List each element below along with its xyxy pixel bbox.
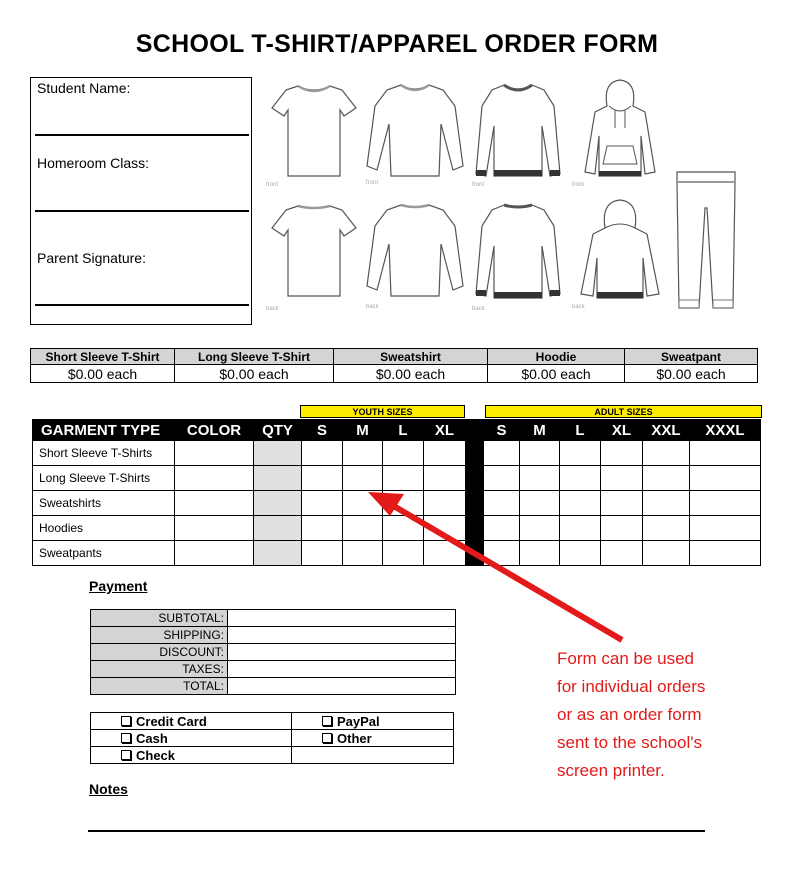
payment-amount-field[interactable] (228, 627, 456, 644)
adult-size-header: M (520, 420, 560, 441)
youth-l-cell[interactable] (383, 466, 424, 491)
annotation-line: screen printer. (557, 761, 665, 780)
adult-s-cell[interactable] (484, 491, 520, 516)
adult-l-cell[interactable] (560, 541, 601, 566)
qty-header: QTY (254, 420, 302, 441)
garment-type-cell: Sweatshirts (33, 491, 175, 516)
column-separator (466, 516, 484, 541)
price-value-cell[interactable]: $0.00 each (175, 365, 334, 383)
checkbox-icon[interactable] (322, 716, 332, 726)
table-row (33, 441, 761, 466)
youth-m-cell[interactable] (343, 541, 383, 566)
payment-line-label: SUBTOTAL: (91, 610, 228, 627)
adult-m-cell[interactable] (520, 466, 560, 491)
price-value-cell[interactable]: $0.00 each (31, 365, 175, 383)
adult-xxxl-cell[interactable] (690, 541, 761, 566)
color-cell[interactable] (175, 441, 254, 466)
other-label: Other (337, 730, 372, 746)
table-row (33, 516, 761, 541)
front-caption: front (366, 180, 379, 186)
annotation-note (557, 645, 787, 785)
price-header-row (31, 349, 758, 365)
payment-row (91, 610, 456, 627)
adult-xxl-cell[interactable] (643, 466, 690, 491)
youth-m-cell[interactable] (343, 516, 383, 541)
payment-method-row (91, 747, 454, 764)
youth-xl-cell[interactable] (424, 441, 466, 466)
garment-type-cell: Sweatpants (33, 541, 175, 566)
checkbox-icon[interactable] (121, 716, 131, 726)
qty-cell[interactable] (254, 466, 302, 491)
adult-xxxl-cell[interactable] (690, 516, 761, 541)
youth-size-header: L (383, 420, 424, 441)
youth-size-header: M (343, 420, 383, 441)
long-sleeve-tshirt-back-image (365, 200, 465, 300)
check-option[interactable] (91, 747, 292, 764)
garment-type-header: GARMENT TYPE (33, 420, 175, 441)
adult-xxxl-cell[interactable] (690, 491, 761, 516)
youth-l-cell[interactable] (383, 516, 424, 541)
checkbox-icon[interactable] (322, 733, 332, 743)
payment-row (91, 644, 456, 661)
payment-line-label: TOTAL: (91, 678, 228, 695)
column-separator (466, 491, 484, 516)
payment-line-label: DISCOUNT: (91, 644, 228, 661)
cash-label: Cash (136, 730, 168, 746)
annotation-line: for individual orders (557, 677, 706, 696)
qty-cell[interactable] (254, 516, 302, 541)
youth-s-cell[interactable] (302, 516, 343, 541)
adult-l-cell[interactable] (560, 491, 601, 516)
checkbox-icon[interactable] (121, 750, 131, 760)
back-caption: back (366, 304, 379, 310)
other-option[interactable] (292, 730, 454, 747)
front-caption: front (572, 182, 585, 188)
column-separator (466, 420, 484, 441)
annotation-line: or as an order form (557, 705, 702, 724)
checkbox-icon[interactable] (121, 733, 131, 743)
adult-m-cell[interactable] (520, 441, 560, 466)
youth-m-cell[interactable] (343, 491, 383, 516)
youth-s-cell[interactable] (302, 441, 343, 466)
garment-type-cell: Hoodies (33, 516, 175, 541)
table-row (33, 491, 761, 516)
back-caption: back (572, 304, 585, 310)
payment-line-label: TAXES: (91, 661, 228, 678)
order-size-grid (32, 419, 761, 566)
short-sleeve-tshirt-front-image (268, 80, 360, 180)
adult-xxl-cell[interactable] (643, 541, 690, 566)
back-caption: back (266, 306, 279, 312)
payment-method-table (90, 712, 454, 764)
price-value-row (31, 365, 758, 383)
price-header-cell: Sweatshirt (334, 349, 488, 365)
check-label: Check (136, 747, 176, 763)
adult-size-header: S (484, 420, 520, 441)
payment-amount-field[interactable] (228, 661, 456, 678)
adult-size-header: XL (601, 420, 643, 441)
qty-cell[interactable] (254, 541, 302, 566)
payment-table (90, 609, 456, 695)
empty-cell (292, 747, 454, 764)
adult-size-header: XXL (643, 420, 690, 441)
price-table (30, 348, 758, 383)
adult-size-header: XXXL (690, 420, 761, 441)
annotation-line: Form can be used (557, 649, 695, 668)
adult-xxl-cell[interactable] (643, 491, 690, 516)
column-separator (466, 541, 484, 566)
paypal-label: PayPal (337, 713, 380, 729)
table-row (33, 541, 761, 566)
adult-l-cell[interactable] (560, 466, 601, 491)
adult-xl-cell[interactable] (601, 466, 643, 491)
sweatshirt-front-image (472, 80, 564, 180)
color-cell[interactable] (175, 466, 254, 491)
youth-l-cell[interactable] (383, 491, 424, 516)
qty-cell[interactable] (254, 441, 302, 466)
price-value-cell[interactable]: $0.00 each (488, 365, 625, 383)
adult-xxxl-cell[interactable] (690, 441, 761, 466)
price-value-cell[interactable]: $0.00 each (334, 365, 488, 383)
youth-size-header: XL (424, 420, 466, 441)
short-sleeve-tshirt-back-image (268, 200, 360, 300)
column-separator (466, 466, 484, 491)
price-header-cell: Hoodie (488, 349, 625, 365)
payment-row (91, 627, 456, 644)
homeroom-label: Homeroom Class: (37, 155, 150, 171)
adult-l-cell[interactable] (560, 441, 601, 466)
adult-s-cell[interactable] (484, 441, 520, 466)
payment-amount-field[interactable] (228, 610, 456, 627)
cash-option[interactable] (91, 730, 292, 747)
qty-cell[interactable] (254, 491, 302, 516)
garment-type-cell: Long Sleeve T-Shirts (33, 466, 175, 491)
youth-xl-cell[interactable] (424, 541, 466, 566)
adult-xl-cell[interactable] (601, 516, 643, 541)
notes-heading: Notes (89, 781, 128, 797)
youth-s-cell[interactable] (302, 491, 343, 516)
front-caption: front (266, 182, 279, 188)
payment-method-row (91, 730, 454, 747)
student-name-field[interactable] (35, 134, 249, 136)
payment-row (91, 661, 456, 678)
color-header: COLOR (175, 420, 254, 441)
adult-m-cell[interactable] (520, 541, 560, 566)
front-caption: front (472, 182, 485, 188)
youth-size-header: S (302, 420, 343, 441)
adult-xl-cell[interactable] (601, 491, 643, 516)
youth-xl-cell[interactable] (424, 491, 466, 516)
adult-s-cell[interactable] (484, 466, 520, 491)
sweatpants-image (673, 168, 739, 316)
youth-sizes-band: YOUTH SIZES (300, 405, 465, 418)
adult-xl-cell[interactable] (601, 441, 643, 466)
payment-row (91, 678, 456, 695)
adult-m-cell[interactable] (520, 516, 560, 541)
price-header-cell: Long Sleeve T-Shirt (175, 349, 334, 365)
youth-l-cell[interactable] (383, 541, 424, 566)
adult-xxxl-cell[interactable] (690, 466, 761, 491)
price-header-cell: Short Sleeve T-Shirt (31, 349, 175, 365)
payment-line-label: SHIPPING: (91, 627, 228, 644)
parent-signature-label: Parent Signature: (37, 250, 146, 266)
adult-xxl-cell[interactable] (643, 516, 690, 541)
paypal-option[interactable] (292, 713, 454, 730)
parent-signature-field[interactable] (35, 304, 249, 306)
back-caption: back (472, 306, 485, 312)
garment-type-cell: Short Sleeve T-Shirts (33, 441, 175, 466)
youth-m-cell[interactable] (343, 441, 383, 466)
column-separator (466, 441, 484, 466)
adult-m-cell[interactable] (520, 491, 560, 516)
adult-sizes-band: ADULT SIZES (485, 405, 762, 418)
student-info-box (30, 77, 252, 325)
hoodie-back-image (575, 198, 665, 302)
student-name-label: Student Name: (37, 80, 131, 96)
annotation-line: sent to the school's (557, 733, 702, 752)
adult-s-cell[interactable] (484, 541, 520, 566)
color-cell[interactable] (175, 541, 254, 566)
youth-xl-cell[interactable] (424, 516, 466, 541)
youth-s-cell[interactable] (302, 541, 343, 566)
payment-amount-field[interactable] (228, 644, 456, 661)
color-cell[interactable] (175, 491, 254, 516)
adult-xxl-cell[interactable] (643, 441, 690, 466)
credit-card-option[interactable] (91, 713, 292, 730)
adult-size-header: L (560, 420, 601, 441)
payment-heading: Payment (89, 578, 148, 594)
price-value-cell[interactable]: $0.00 each (625, 365, 758, 383)
adult-s-cell[interactable] (484, 516, 520, 541)
payment-method-row (91, 713, 454, 730)
youth-xl-cell[interactable] (424, 466, 466, 491)
color-cell[interactable] (175, 516, 254, 541)
homeroom-field[interactable] (35, 210, 249, 212)
hoodie-front-image (579, 76, 661, 180)
adult-l-cell[interactable] (560, 516, 601, 541)
youth-m-cell[interactable] (343, 466, 383, 491)
price-header-cell: Sweatpant (625, 349, 758, 365)
grid-header-row (33, 420, 761, 441)
credit-card-label: Credit Card (136, 713, 207, 729)
payment-amount-field[interactable] (228, 678, 456, 695)
sweatshirt-back-image (472, 200, 564, 302)
adult-xl-cell[interactable] (601, 541, 643, 566)
page-title: SCHOOL T-SHIRT/APPAREL ORDER FORM (135, 30, 659, 58)
youth-s-cell[interactable] (302, 466, 343, 491)
long-sleeve-tshirt-front-image (365, 80, 465, 180)
notes-field[interactable] (88, 830, 705, 832)
youth-l-cell[interactable] (383, 441, 424, 466)
table-row (33, 466, 761, 491)
